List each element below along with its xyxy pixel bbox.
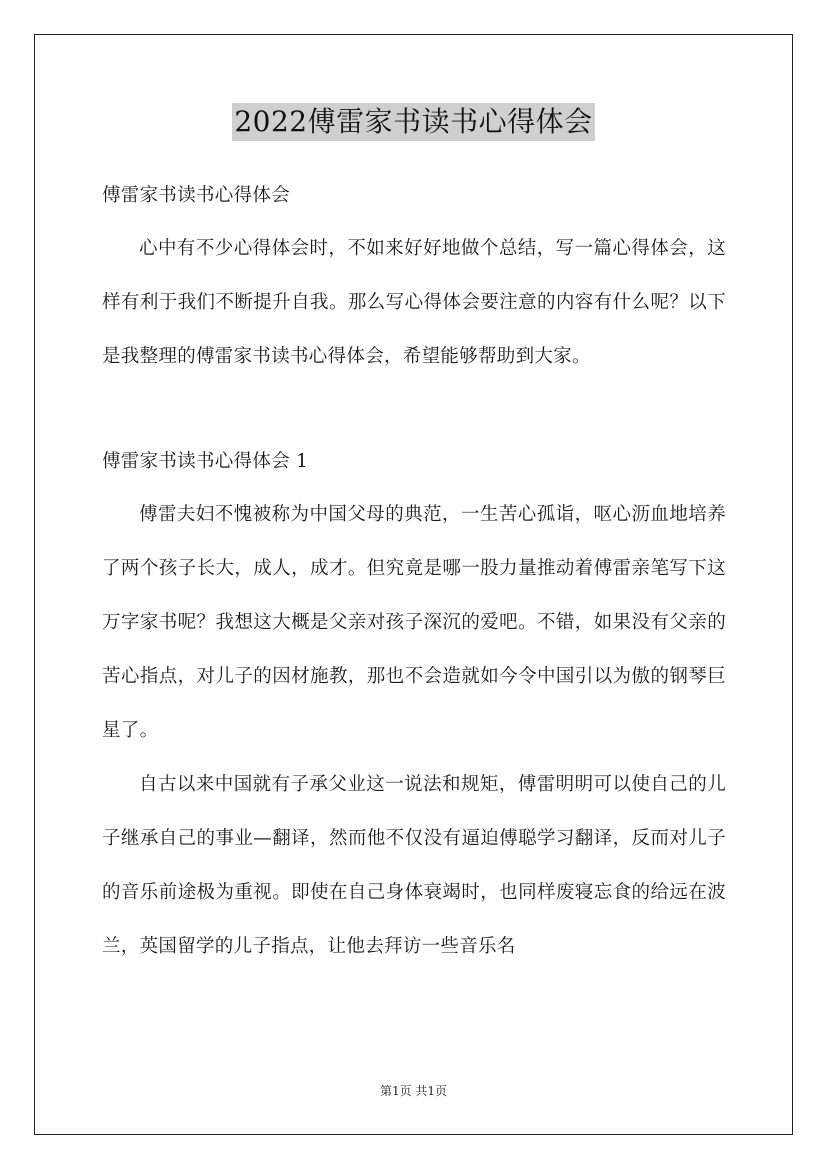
paragraph: 自古以来中国就有子承父业这一说法和规矩，傅雷明明可以使自己的儿子继承自己的事业—翻译，然而他不仅没有逼迫傅聪学习翻译，反而对儿子的音乐前途极为重视。即使在自己身体衰竭时，也同样废寝忘食的给远在波兰，英国留学的儿子指点，让他去拜访一些音乐名: [102, 774, 726, 957]
document-body: [102, 170, 726, 974]
section-heading: 傅雷家书读书心得体会: [102, 185, 291, 206]
section-gap: [102, 384, 726, 436]
section-heading: 傅雷家书读书心得体会 1: [102, 451, 309, 472]
paragraph: 心中有不少心得体会时，不如来好好地做个总结，写一篇心得体会，这样有利于我们不断提升自我。那么写心得体会要注意的内容有什么呢？以下是我整理的傅雷家书读书心得体会，希望能够帮助到大家。: [102, 238, 726, 367]
paragraph: 傅雷夫妇不愧被称为中国父母的典范，一生苦心孤诣，呕心沥血地培养了两个孩子长大，成人，成才。但究竟是哪一股力量推动着傅雷亲笔写下这万字家书呢？我想这大概是父亲对孩子深沉的爱吧。不错，如果没有父亲的苦心指点，对儿子的因材施教，那也不会造就如今令中国引以为傲的钢琴巨星了。: [102, 504, 726, 741]
title-container: [0, 103, 827, 141]
document-title: 2022傅雷家书读书心得体会: [232, 103, 594, 141]
page-footer: 第1页 共1页: [379, 1084, 448, 1098]
